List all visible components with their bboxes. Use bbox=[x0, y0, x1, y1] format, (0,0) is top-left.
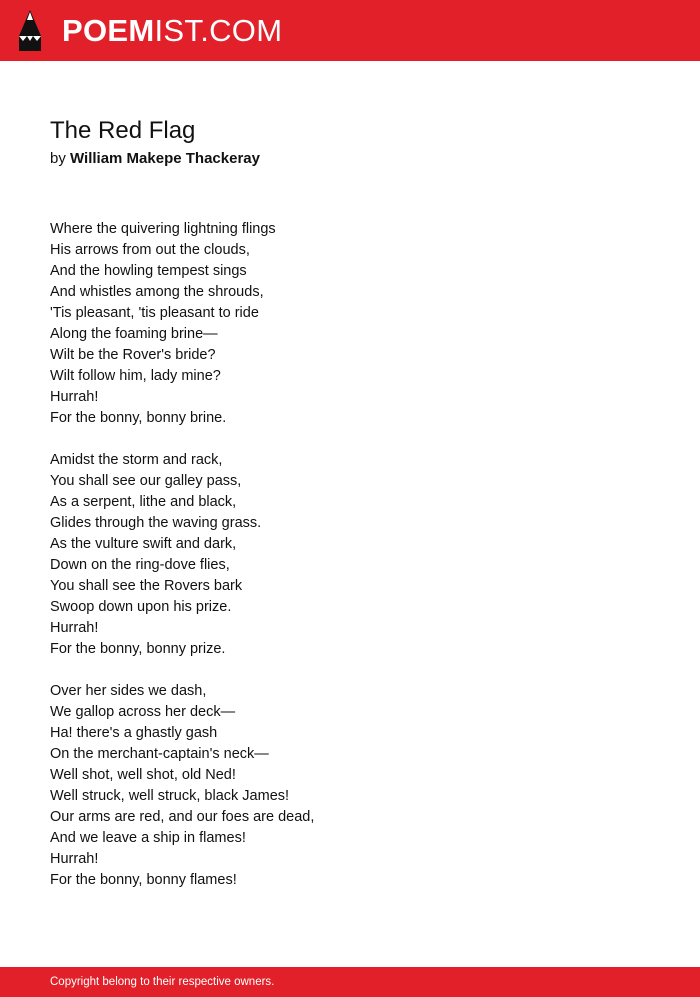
poem-line: Wilt follow him, lady mine? bbox=[50, 368, 221, 384]
poem-body bbox=[50, 219, 650, 912]
poem-line: Ha! there's a ghastly gash bbox=[50, 725, 218, 741]
poem-line: Where the quivering lightning flings bbox=[50, 221, 276, 237]
poem-line: On the merchant-captain's neck— bbox=[50, 746, 269, 762]
site-logo[interactable] bbox=[62, 13, 282, 49]
poem-line: 'Tis pleasant, 'tis pleasant to ride bbox=[50, 305, 259, 321]
poem-line: Over her sides we dash, bbox=[50, 683, 207, 699]
footer-copyright: Copyright belong to their respective owners. bbox=[50, 976, 275, 988]
site-footer bbox=[0, 967, 700, 997]
poem-line: You shall see the Rovers bark bbox=[50, 578, 243, 594]
poem-line: Along the foaming brine— bbox=[50, 326, 218, 342]
poem-line: For the bonny, bonny brine. bbox=[50, 410, 227, 426]
logo-bold-text: POEM bbox=[62, 13, 155, 48]
poem-line: Hurrah! bbox=[50, 389, 99, 405]
poem-line: Hurrah! bbox=[50, 851, 99, 867]
poem-line: Amidst the storm and rack, bbox=[50, 452, 223, 468]
logo-light-text: IST.COM bbox=[154, 13, 283, 48]
poem-stanza bbox=[50, 681, 650, 891]
poem-line: Well struck, well struck, black James! bbox=[50, 788, 290, 804]
poem-line: Glides through the waving grass. bbox=[50, 515, 262, 531]
poem-line: Down on the ring-dove flies, bbox=[50, 557, 230, 573]
poem-line: And we leave a ship in flames! bbox=[50, 830, 246, 846]
poem-line: Hurrah! bbox=[50, 620, 99, 636]
site-header bbox=[0, 0, 700, 61]
poem-line: For the bonny, bonny flames! bbox=[50, 872, 237, 888]
poem-line: As the vulture swift and dark, bbox=[50, 536, 237, 552]
poem-line: Wilt be the Rover's bride? bbox=[50, 347, 216, 363]
poem-stanza bbox=[50, 450, 650, 660]
poem-author: William Makepe Thackeray bbox=[70, 150, 260, 167]
poem-stanza bbox=[50, 219, 650, 429]
poem-line: And whistles among the shrouds, bbox=[50, 284, 264, 300]
poem-line: For the bonny, bonny prize. bbox=[50, 641, 226, 657]
poem-title: The Red Flag bbox=[50, 117, 196, 144]
poem-line: Swoop down upon his prize. bbox=[50, 599, 232, 615]
poem-line: And the howling tempest sings bbox=[50, 263, 247, 279]
byline-prefix: by bbox=[50, 150, 66, 167]
poem-line: His arrows from out the clouds, bbox=[50, 242, 250, 258]
poem-byline bbox=[50, 149, 260, 169]
poem-line: Our arms are red, and our foes are dead, bbox=[50, 809, 315, 825]
poem-line: As a serpent, lithe and black, bbox=[50, 494, 237, 510]
poem-line: You shall see our galley pass, bbox=[50, 473, 242, 489]
pencil-tip-icon bbox=[18, 10, 42, 52]
poem-line: We gallop across her deck— bbox=[50, 704, 236, 720]
poem-line: Well shot, well shot, old Ned! bbox=[50, 767, 236, 783]
